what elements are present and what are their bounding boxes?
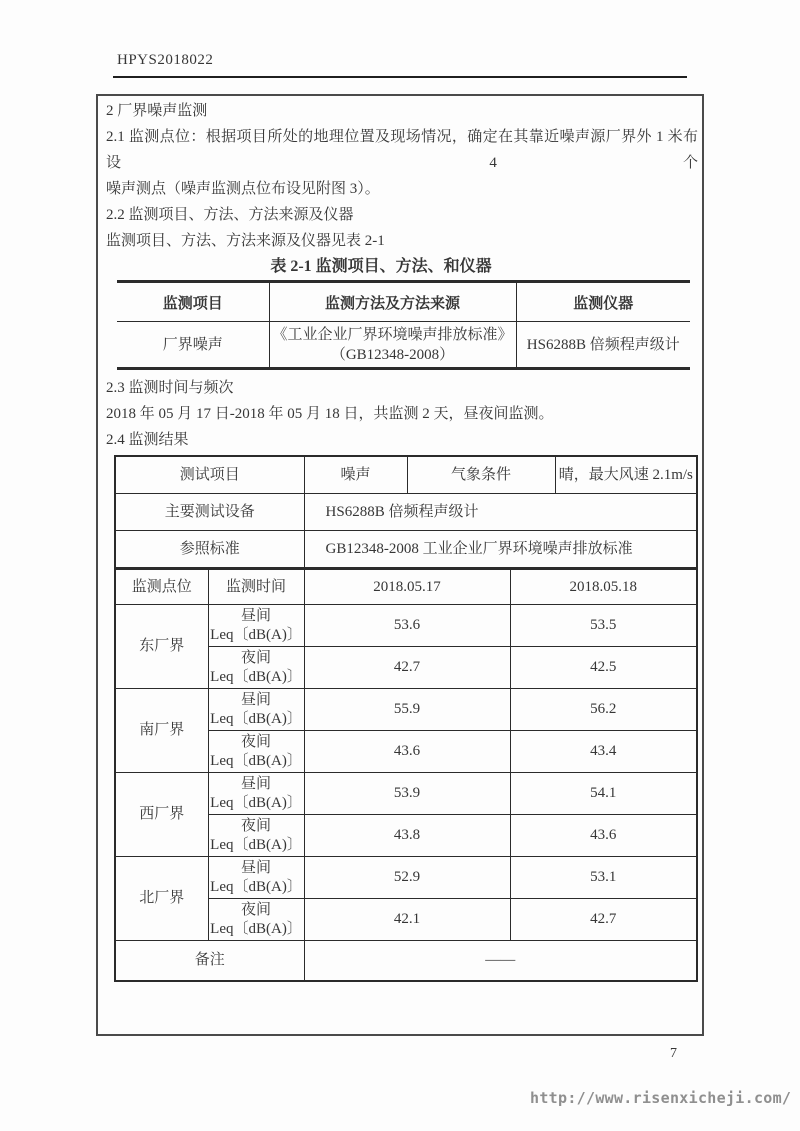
t1-method-cell (269, 322, 516, 369)
leq-value-cell: 53.6 (304, 605, 510, 647)
west-day-row (115, 773, 697, 815)
weather-value-cell: 晴，最大风速 2.1m/s (555, 456, 697, 494)
leq-unit-label: Leq〔dB(A)〕 (210, 668, 302, 685)
site-name-cell: 东厂界 (115, 605, 208, 689)
period-day-label: 昼间 (241, 775, 272, 792)
section-2-3-heading: 2.3 监测时间与频次 (106, 380, 234, 396)
leq-period-cell (208, 647, 304, 689)
section-2-1-text-line1: 2.1 监测点位：根据项目所处的地理位置及现场情况，确定在其靠近噪声源厂界外 1 米布设 4 个 (106, 129, 698, 171)
leq-value-cell: 43.6 (304, 731, 510, 773)
equipment-row (115, 494, 697, 531)
date2-header-cell: 2018.05.18 (510, 569, 697, 605)
section-2-1-text-line2: 噪声测点（噪声监测点位布设见附图 3）。 (106, 181, 380, 197)
leq-value-cell: 54.1 (510, 773, 697, 815)
page-content-frame (96, 94, 704, 1036)
site-name-cell: 北厂界 (115, 857, 208, 941)
test-item-label-cell: 测试项目 (115, 456, 304, 494)
table-2-1-header-row (117, 282, 690, 322)
table-2-1 (117, 280, 690, 370)
leq-value-cell: 53.9 (304, 773, 510, 815)
section-2-4-heading: 2.4 监测结果 (106, 432, 189, 448)
leq-period-cell (208, 689, 304, 731)
results-table (114, 455, 698, 982)
leq-value-cell: 42.7 (510, 899, 697, 941)
remark-value-cell: —— (304, 941, 697, 982)
equipment-value-cell: HS6288B 倍频程声级计 (304, 494, 697, 531)
remark-label-cell: 备注 (115, 941, 304, 982)
leq-value-cell: 56.2 (510, 689, 697, 731)
t1-header-item: 监测项目 (117, 282, 269, 322)
leq-value-cell: 43.6 (510, 815, 697, 857)
period-day-label: 昼间 (241, 859, 272, 876)
leq-period-cell (208, 605, 304, 647)
leq-unit-label: Leq〔dB(A)〕 (210, 920, 302, 937)
date1-header-cell: 2018.05.17 (304, 569, 510, 605)
leq-value-cell: 42.1 (304, 899, 510, 941)
section-2-3-text: 2018 年 05 月 17 日-2018 年 05 月 18 日，共监测 2 天，昼夜间监测。 (106, 406, 554, 422)
results-header-row (115, 569, 697, 605)
document-number: HPYS2018022 (117, 52, 214, 68)
site-name-cell: 南厂界 (115, 689, 208, 773)
period-night-label: 夜间 (241, 817, 272, 834)
t1-header-instrument: 监测仪器 (516, 282, 690, 322)
period-day-label: 昼间 (241, 691, 272, 708)
watermark-url: http://www.risenxicheji.com/ (530, 1089, 792, 1107)
leq-value-cell: 53.1 (510, 857, 697, 899)
period-day-label: 昼间 (241, 607, 272, 624)
leq-value-cell: 43.4 (510, 731, 697, 773)
leq-unit-label: Leq〔dB(A)〕 (210, 836, 302, 853)
t1-method-line1: 《工业企业厂界环境噪声排放标准》 (272, 326, 513, 343)
leq-value-cell: 52.9 (304, 857, 510, 899)
time-header-cell: 监测时间 (208, 569, 304, 605)
south-day-row (115, 689, 697, 731)
leq-value-cell: 55.9 (304, 689, 510, 731)
site-name-cell: 西厂界 (115, 773, 208, 857)
standard-label-cell: 参照标准 (115, 531, 304, 569)
leq-value-cell: 43.8 (304, 815, 510, 857)
table-2-1-title: 表 2-1 监测项目、方法、和仪器 (270, 258, 492, 275)
period-night-label: 夜间 (241, 733, 272, 750)
page-number: 7 (670, 1046, 677, 1061)
header-rule (113, 76, 687, 78)
leq-value-cell: 42.5 (510, 647, 697, 689)
t1-instrument-cell: HS6288B 倍频程声级计 (516, 322, 690, 369)
noise-cell: 噪声 (304, 456, 407, 494)
leq-period-cell (208, 899, 304, 941)
t1-header-method: 监测方法及方法来源 (269, 282, 516, 322)
leq-period-cell (208, 815, 304, 857)
remark-row (115, 941, 697, 982)
east-day-row (115, 605, 697, 647)
period-night-label: 夜间 (241, 649, 272, 666)
section-2-heading: 2 厂界噪声监测 (106, 103, 208, 119)
site-header-cell: 监测点位 (115, 569, 208, 605)
leq-unit-label: Leq〔dB(A)〕 (210, 794, 302, 811)
leq-unit-label: Leq〔dB(A)〕 (210, 710, 302, 727)
standard-value-cell: GB12348-2008 工业企业厂界环境噪声排放标准 (304, 531, 697, 569)
t1-method-line2: （GB12348-2008） (330, 346, 455, 363)
section-2-2-note: 监测项目、方法、方法来源及仪器见表 2-1 (106, 233, 385, 249)
north-day-row (115, 857, 697, 899)
leq-period-cell (208, 731, 304, 773)
leq-unit-label: Leq〔dB(A)〕 (210, 878, 302, 895)
leq-value-cell: 53.5 (510, 605, 697, 647)
table-2-1-data-row (117, 322, 690, 369)
leq-unit-label: Leq〔dB(A)〕 (210, 626, 302, 643)
t1-item-cell: 厂界噪声 (162, 336, 223, 353)
test-item-row (115, 456, 697, 494)
leq-value-cell: 42.7 (304, 647, 510, 689)
leq-period-cell (208, 773, 304, 815)
section-2-2-heading: 2.2 监测项目、方法、方法来源及仪器 (106, 207, 354, 223)
period-night-label: 夜间 (241, 901, 272, 918)
equipment-label-cell: 主要测试设备 (115, 494, 304, 531)
weather-label-cell: 气象条件 (407, 456, 555, 494)
leq-unit-label: Leq〔dB(A)〕 (210, 752, 302, 769)
leq-period-cell (208, 857, 304, 899)
standard-row (115, 531, 697, 569)
